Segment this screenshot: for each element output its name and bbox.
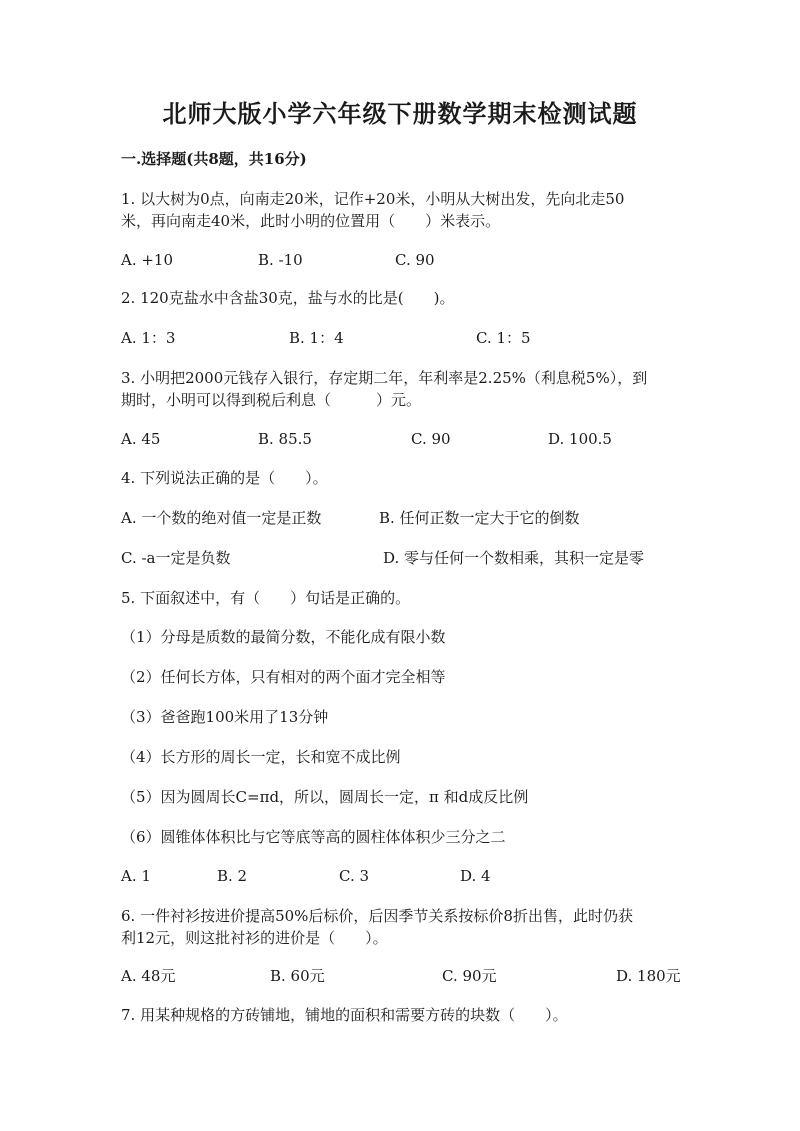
option-c: C. 1：5 — [476, 329, 531, 347]
option-a: A. 一个数的绝对值一定是正数 — [121, 509, 322, 527]
option-b: B. 60元 — [270, 967, 325, 985]
option-c: C. 90 — [395, 251, 435, 269]
question-text-line: 期时，小明可以得到税后利息（ ）元。 — [121, 391, 422, 409]
question-text-line: 7. 用某种规格的方砖铺地，铺地的面积和需要方砖的块数（ ）。 — [121, 1006, 568, 1024]
page-title: 北师大版小学六年级下册数学期末检测试题 — [162, 99, 638, 128]
option-c: C. 90 — [411, 430, 451, 448]
question-text-line: 5. 下面叙述中，有（ ）句话是正确的。 — [121, 589, 411, 607]
question-text-line: 米，再向南走40米，此时小明的位置用（ ）米表示。 — [121, 212, 501, 230]
statement-6: （6）圆锥体体积比与它等底等高的圆柱体体积少三分之二 — [121, 828, 506, 846]
statement-2: （2）任何长方体，只有相对的两个面才完全相等 — [121, 668, 446, 686]
question-text-line: 2. 120克盐水中含盐30克，盐与水的比是( )。 — [121, 289, 455, 307]
option-a: A. 1 — [121, 867, 151, 885]
option-c: C. 3 — [339, 867, 370, 885]
option-a: A. 48元 — [121, 967, 176, 985]
question-text-line: 利12元，则这批衬衫的进价是（ ）。 — [121, 929, 388, 947]
option-b: B. 85.5 — [258, 430, 312, 448]
statement-4: （4）长方形的周长一定，长和宽不成比例 — [121, 748, 401, 766]
option-b: B. -10 — [258, 251, 303, 269]
option-b: B. 1：4 — [289, 329, 344, 347]
question-text-line: 6. 一件衬衫按进价提高50%后标价，后因季节关系按标价8折出售，此时仍获 — [121, 907, 633, 925]
option-a: A. +10 — [121, 251, 174, 269]
option-d: D. 零与任何一个数相乘，其积一定是零 — [383, 549, 645, 567]
statement-5: （5）因为圆周长C=πd，所以，圆周长一定，π 和d成反比例 — [121, 788, 529, 806]
option-a: A. 1：3 — [121, 329, 176, 347]
option-c: C. -a一定是负数 — [121, 549, 231, 567]
question-text-line: 3. 小明把2000元钱存入银行，存定期二年，年利率是2.25%（利息税5%），到 — [121, 369, 648, 387]
question-text-line: 4. 下列说法正确的是（ ）。 — [121, 469, 328, 487]
statement-1: （1）分母是质数的最简分数，不能化成有限小数 — [121, 628, 446, 646]
option-b: B. 2 — [217, 867, 248, 885]
option-d: D. 100.5 — [548, 430, 612, 448]
statement-3: （3）爸爸跑100米用了13分钟 — [121, 708, 329, 726]
option-b: B. 任何正数一定大于它的倒数 — [379, 509, 580, 527]
option-c: C. 90元 — [442, 967, 497, 985]
option-d: D. 180元 — [616, 967, 681, 985]
option-d: D. 4 — [460, 867, 491, 885]
option-a: A. 45 — [121, 430, 161, 448]
section-title: 一.选择题(共8题，共16分) — [121, 150, 307, 168]
question-text-line: 1. 以大树为0点，向南走20米，记作+20米，小明从大树出发，先向北走50 — [121, 190, 625, 208]
